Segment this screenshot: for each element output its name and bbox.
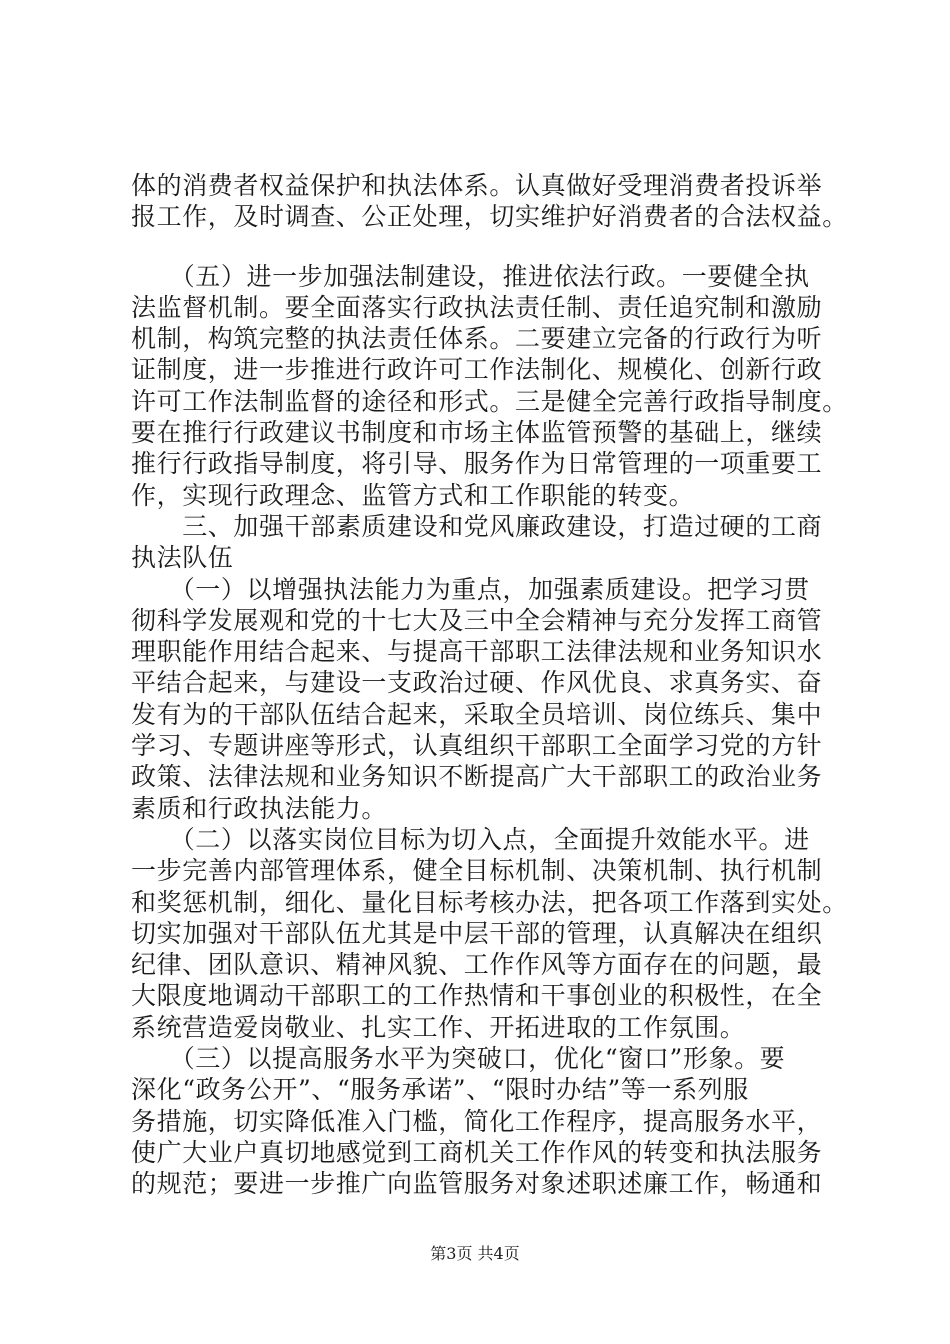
text-line: 彻科学发展观和党的十七大及三中全会精神与充分发挥工商管 [131,605,823,635]
text-line: 推行行政指导制度，将引导、服务作为日常管理的一项重要工 [131,449,823,479]
text-line: 法监督机制。要全面落实行政执法责任制、责任追究制和激励 [131,292,823,322]
page-number-footer: 第3页 共4页 [430,1244,520,1263]
text-line: 大限度地调动干部职工的工作热情和干事创业的积极性，在全 [131,981,823,1011]
text-line: 要在推行行政建议书制度和市场主体监管预警的基础上，继续 [131,418,823,448]
text-line: 三、加强干部素质建设和党风廉政建设，打造过硬的工商 [131,511,823,541]
text-line: （五）进一步加强法制建设，推进依法行政。一要健全执 [131,261,810,291]
text-line: 证制度，进一步推进行政许可工作法制化、规模化、创新行政 [131,355,823,385]
document-body [131,170,848,1200]
text-line: 深化“政务公开”、“服务承诺”、“限时办结”等一系列服 [131,1075,749,1105]
text-line: 作，实现行政理念、监管方式和工作职能的转变。 [131,480,695,510]
text-line: 的规范；要进一步推广向监管服务对象述职述廉工作，畅通和 [131,1169,823,1199]
text-line: 报工作，及时调查、公正处理，切实维护好消费者的合法权益。 [131,202,848,232]
text-line: 使广大业户真切地感觉到工商机关工作作风的转变和执法服务 [131,1137,823,1167]
text-line: （二）以落实岗位目标为切入点，全面提升效能水平。进 [131,824,810,854]
text-line: （一）以增强执法能力为重点，加强素质建设。把学习贯 [131,574,810,604]
text-line: 一步完善内部管理体系，健全目标机制、决策机制、执行机制 [131,856,823,886]
text-line: 体的消费者权益保护和执法体系。认真做好受理消费者投诉举 [131,171,823,200]
text-line: 素质和行政执法能力。 [131,793,388,823]
text-line: （三）以提高服务水平为突破口，优化“窗口”形象。要 [131,1044,786,1074]
text-line: 理职能作用结合起来、与提高干部职工法律法规和业务知识水 [131,637,823,667]
text-line: 机制，构筑完整的执法责任体系。二要建立完备的行政行为听 [131,324,823,354]
text-line: 发有为的干部队伍结合起来，采取全员培训、岗位练兵、集中 [131,699,823,729]
text-line: 切实加强对干部队伍尤其是中层干部的管理，认真解决在组织 [131,918,823,948]
text-line: 政策、法律法规和业务知识不断提高广大干部职工的政治业务 [131,762,823,792]
text-line: 纪律、团队意识、精神风貌、工作作风等方面存在的问题，最 [131,950,823,980]
text-line: 务措施，切实降低准入门槛，简化工作程序，提高服务水平， [131,1106,823,1136]
text-line: 系统营造爱岗敬业、扎实工作、开拓进取的工作氛围。 [131,1012,746,1042]
paragraph-gap [131,233,831,261]
text-line: 和奖惩机制，细化、量化目标考核办法，把各项工作落到实处。 [131,887,848,917]
text-line: 许可工作法制监督的途径和形式。三是健全完善行政指导制度。 [131,386,848,416]
text-line: 执法队伍 [131,543,234,573]
text-line: 平结合起来，与建设一支政治过硬、作风优良、求真务实、奋 [131,668,823,698]
text-line: 学习、专题讲座等形式，认真组织干部职工全面学习党的方针 [131,731,823,761]
